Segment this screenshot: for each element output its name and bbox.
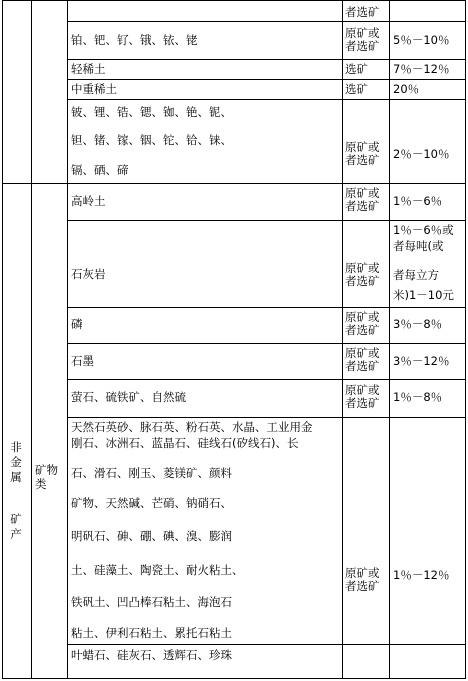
- table-rule: [342, 0, 343, 679]
- table-rule: [2, 678, 466, 679]
- rate-line: 者每吨(或: [393, 239, 444, 253]
- mineral-name-line: 镉、硒、碲: [71, 163, 129, 177]
- table-rule: [67, 644, 466, 645]
- subcategory-label: 矿物类: [35, 463, 58, 491]
- table-rule: [2, 0, 466, 1]
- table-rule: [67, 417, 466, 418]
- table-rule: [67, 99, 466, 100]
- mineral-name-line: 铁矾土、凹凸棒石粘土、海泡石: [71, 595, 232, 609]
- table-rule: [67, 59, 466, 60]
- mineral-name-line: 天然石英砂、脉石英、粉石英、水晶、工业用金: [71, 420, 313, 434]
- rate-cell: 5％－10％: [393, 33, 450, 47]
- basis-cell: 原矿或者选矿: [345, 310, 380, 337]
- mineral-name-line: 石、滑石、刚玉、菱镁矿、颜料: [71, 466, 232, 480]
- mineral-name-line: 粘土、伊利石粘土、累托石粘土: [71, 626, 232, 640]
- table-rule: [389, 0, 390, 679]
- basis-cell: 原矿或者选矿: [345, 140, 380, 167]
- rate-cell: 2％－10％: [393, 147, 450, 161]
- mineral-name-line: 钽、锗、镓、铟、铊、铪、铼、: [71, 133, 232, 147]
- mineral-name-cell: 叶蜡石、硅灰石、透辉石、珍珠: [71, 648, 232, 662]
- rate-cell: 3％－8％: [393, 317, 443, 331]
- rate-line: 者每立方: [393, 268, 439, 282]
- rate-line: 米)1－10元: [393, 288, 454, 302]
- rate-line: 1％－6％或: [393, 223, 454, 237]
- table-rule: [67, 343, 466, 344]
- mineral-name-cell: 铂、钯、钌、锇、铱、铑: [71, 33, 198, 47]
- rate-cell: 3％－12％: [393, 354, 450, 368]
- basis-cell: 选矿: [345, 62, 368, 76]
- table-rule: [67, 379, 466, 380]
- mineral-name-cell: 中重稀土: [71, 82, 117, 96]
- table-rule: [67, 79, 466, 80]
- mineral-name-line: 土、硅藻土、陶瓷土、耐火粘土、: [71, 563, 244, 577]
- rate-cell: 1％－6％: [393, 194, 443, 208]
- table-rule: [31, 0, 32, 679]
- table-rule: [465, 0, 466, 679]
- basis-cell: 原矿或者选矿: [345, 261, 380, 288]
- rate-cell: 1％－12％: [393, 568, 450, 582]
- rate-cell: 7％－12％: [393, 62, 450, 76]
- mineral-name-cell: 萤石、硫铁矿、自然硫: [71, 390, 186, 404]
- mineral-name-line: 明矾石、砷、硼、碘、溴、膨润: [71, 529, 232, 543]
- rate-cell: 1％－8％: [393, 390, 443, 404]
- basis-cell: 选矿: [345, 82, 368, 96]
- rate-cell: 20％: [393, 82, 420, 96]
- basis-cell: 原矿或者选矿: [345, 26, 380, 53]
- basis-cell: 原矿或者选矿: [345, 346, 380, 373]
- table-rule: [2, 183, 466, 184]
- basis-cell: 原矿或者选矿: [345, 186, 380, 213]
- table-rule: [2, 0, 3, 679]
- category-label: 非金属: [10, 440, 22, 484]
- basis-cell: 原矿或者选矿: [345, 383, 380, 410]
- mineral-name-cell: 石墨: [71, 354, 94, 368]
- mineral-name-cell: 石灰岩: [71, 267, 106, 281]
- mineral-name-line: 刚石、冰洲石、蓝晶石、硅线石(矽线石)、长: [71, 436, 299, 450]
- mineral-name-cell: 轻稀土: [71, 62, 106, 76]
- basis-cell: 原矿或者选矿: [345, 566, 380, 593]
- mineral-name-cell: 高岭土: [71, 194, 106, 208]
- table-rule: [67, 0, 68, 679]
- table-rule: [67, 307, 466, 308]
- basis-cell: 者选矿: [345, 5, 380, 19]
- mineral-name-cell: 磷: [71, 317, 83, 331]
- mineral-name-line: 矿物、天然碱、芒硝、钠硝石、: [71, 496, 232, 510]
- table-rule: [67, 21, 466, 22]
- category-label-cont-text: 矿产: [10, 512, 22, 541]
- mineral-name-line: 铍、锂、锆、锶、铷、铯、铌、: [71, 105, 232, 119]
- table-rule: [67, 220, 466, 221]
